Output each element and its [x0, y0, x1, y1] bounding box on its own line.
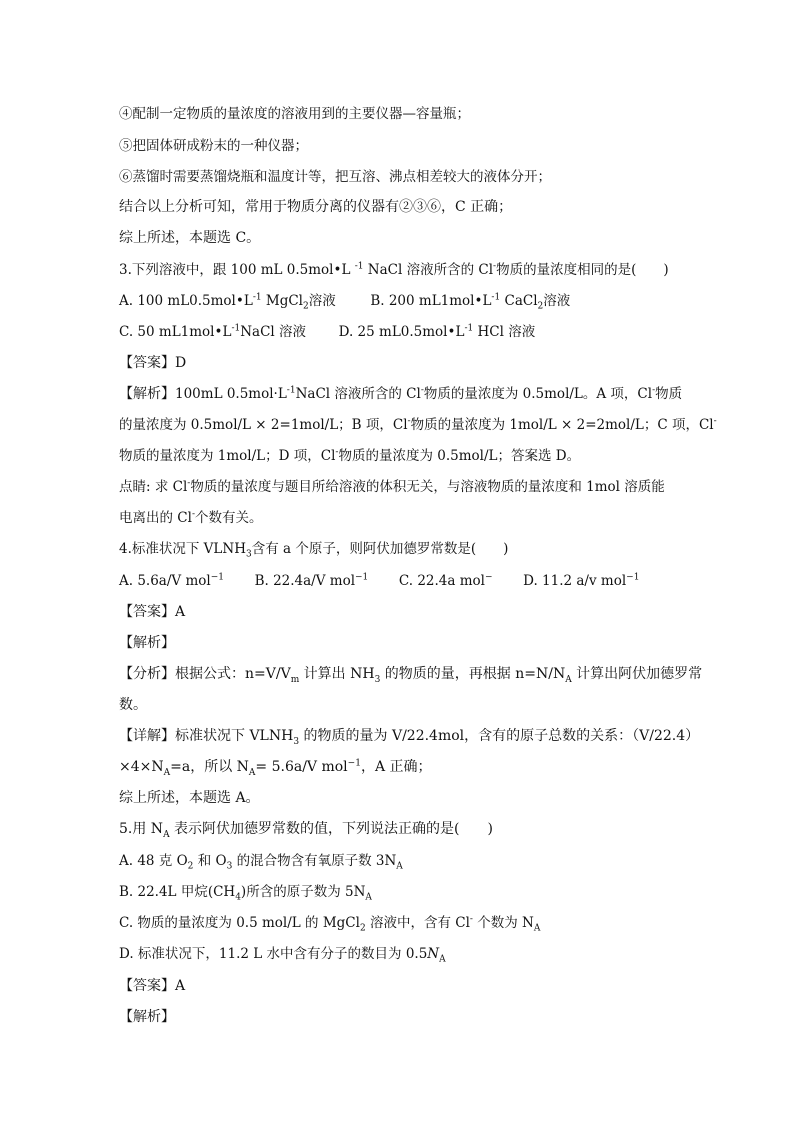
option-c: C. 50 $mL1mol•L^{-1}NaCl$ 溶液 — [119, 323, 307, 340]
question-4: 4.标准状况下 $VLNH_3$含有 a 个原子，则阿伏加德罗常数是( ) — [119, 541, 509, 560]
question-3-options-cd — [119, 322, 535, 342]
option-d: D. 11.2 a/v mol$^{-1}$ — [523, 572, 640, 589]
answer-3: 【答案】D — [119, 355, 187, 371]
analysis-4-xiangjie-line2: $\times 4\times N_A=a$，所以 $N_A= 5.6a/V$ mol$^{-1}$，A 正确； — [119, 758, 432, 778]
analysis-4-fenxi-line1: 【分析】根据公式：$n=V/V_m$ 计算出 $NH_3$ 的物质的量，再根据 $n=N/N_A$ 计算出阿伏加德罗常 — [119, 666, 703, 685]
tip-line1: 点睛: 求 Cl-物质的量浓度与题目所给溶液的体积无关，与溶液物质的量浓度和 1mol 溶质能 — [119, 478, 665, 495]
option-d: D. 25 $mL0.5mol•L^{-1}$ HCl 溶液 — [338, 323, 536, 340]
analysis-4-heading: 【解析】 — [119, 635, 175, 651]
option-a: A. 100 $mL0.5mol•L^{-1}$ MgCl$_2$溶液 — [119, 292, 336, 312]
text-line: 综上所述，本题选 C。 — [119, 230, 261, 246]
question-4-options — [119, 571, 639, 591]
option-b: B. 200 $mL1mol•L^{-1}$ CaCl$_2$溶液 — [370, 292, 571, 312]
question-5-option-c: C. 物质的量浓度为 0.5 mol/L 的 MgCl$_2$ 溶液中，含有 Cl- 个数为 $N_A$ — [119, 914, 541, 934]
question-5-option-d: D. 标准状况下，11.2 L 水中含有分子的数目为 $0.5N_A$ — [119, 946, 446, 965]
analysis-3-line3: 物质的量浓度为 1mol/L；D 项，Cl-物质的量浓度为 0.5mol/L；答案选 D。 — [119, 447, 581, 464]
text-line: ⑤把固体研成粉末的一种仪器； — [119, 138, 308, 154]
option-b: B. 22.4a/V mol$^{-1}$ — [254, 572, 369, 589]
analysis-3-line2: 的量浓度为 0.5mol/L × 2=1mol/L；B 项，Cl-物质的量浓度为 1mol/L × 2=2mol/L；C 项，Cl- — [119, 416, 717, 433]
answer-4: 【答案】A — [119, 604, 186, 620]
analysis-4-xiangjie-line1: 【详解】标准状况下 $VLNH_3$ 的物质的量为 V/22.4mol，含有的原子总数的关系：（V/22.4） — [119, 728, 700, 747]
tip-line2: 电离出的 Cl-个数有关。 — [119, 509, 263, 526]
question-3-options-ab — [119, 291, 570, 311]
text-line: ⑥蒸馏时需要蒸馏烧瓶和温度计等，把互溶、沸点相差较大的液体分开； — [119, 169, 551, 185]
analysis-4-fenxi-line2: 数。 — [119, 697, 147, 713]
summary-4: 综上所述，本题选 A。 — [119, 790, 260, 806]
answer-5: 【答案】A — [119, 978, 186, 994]
analysis-3-line1: 【解析】100mL $0.5mol\cdot L^{-1}NaCl$ 溶液所含的 Cl-物质的量浓度为 0.5mol/L。A 项，Cl-物质 — [119, 385, 683, 402]
text-line: ④配制一定物质的量浓度的溶液用到的主要仪器—容量瓶； — [119, 106, 470, 122]
question-5-option-a: A. 48 克 $O_2$ 和 $O_3$ 的混合物含有氧原子数 $3N_A$ — [119, 853, 403, 872]
option-a: A. 5.6a/V mol$^{-1}$ — [119, 572, 224, 589]
question-5-option-b: B. 22.4L 甲烷$(CH_4)$所含的原子数为 $5N_A$ — [119, 884, 372, 903]
question-5: 5.用 $N_A$ 表示阿伏加德罗常数的值，下列说法正确的是( ) — [119, 821, 493, 840]
text-line: 结合以上分析可知，常用于物质分离的仪器有②③⑥，C 正确； — [119, 199, 513, 215]
analysis-5-heading: 【解析】 — [119, 1009, 175, 1025]
option-c: C. 22.4a mol− — [398, 572, 493, 589]
question-3: 3.下列溶液中，跟 100 mL 0.5mol•L $^{-1}$ NaCl 溶液所含的 Cl-物质的量浓度相同的是( ) — [119, 261, 669, 278]
